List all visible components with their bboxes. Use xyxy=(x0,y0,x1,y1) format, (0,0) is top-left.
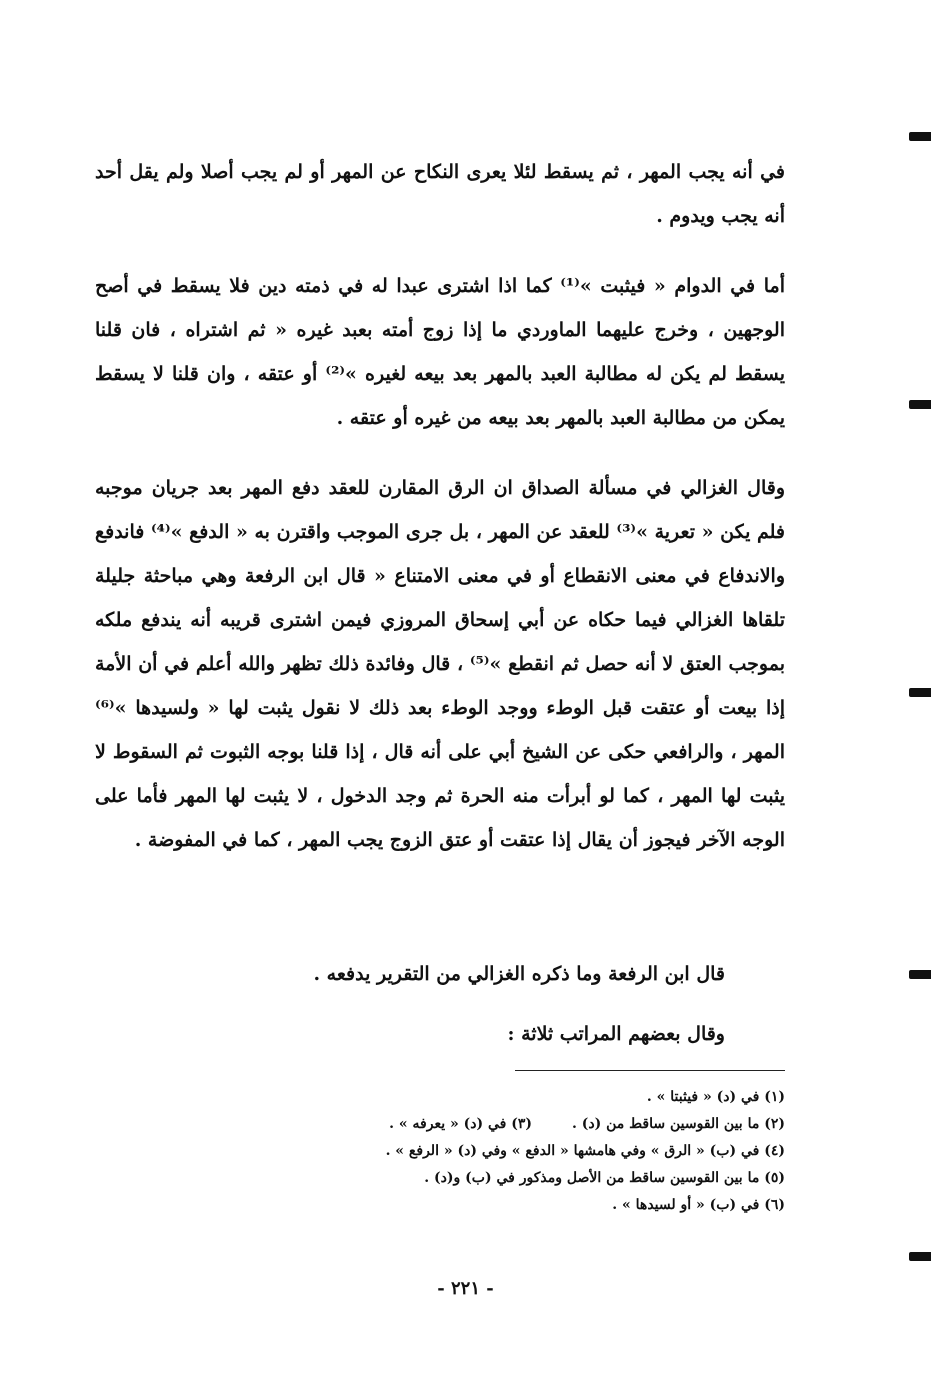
footnote-2: (٢) ما بين القوسين ساقط من (د) . xyxy=(571,1116,785,1132)
scan-edge-mark xyxy=(909,688,931,697)
footnote-row xyxy=(280,1084,785,1111)
footnotes xyxy=(280,1084,785,1219)
footnote-row xyxy=(280,1111,785,1138)
footnote-divider xyxy=(515,1070,785,1071)
footnote-1: (١) في (د) « فيثبتا » . xyxy=(646,1089,785,1105)
scan-edge-mark xyxy=(909,400,931,409)
scan-edge-mark xyxy=(909,132,931,141)
footnote-row xyxy=(280,1138,785,1165)
scan-edge-mark xyxy=(909,970,931,979)
footnote-3: (٣) في (د) « يعرفه » . xyxy=(389,1116,532,1132)
page-number: - ٢٢١ - xyxy=(437,1278,494,1299)
paragraph-2: أما في الدوام « فيثبت »⁽¹⁾ كما اذا اشترى عبدا له في ذمته دين فلا يسقط في أصح الوجهين ، وخرج عليهما الماوردي ما إذا زوج أمته بعبد غيره « ثم اشتراه ، فان قلنا يسقط لم يكن له مطالبة العبد بالمهر بعد بيعه لغيره »⁽²⁾ أو عتقه ، وان قلنا لا يسقط يمكن من مطالبة العبد بالمهر بعد بيعه من غيره أو عتقه . xyxy=(95,275,785,429)
paragraph-3: وقال الغزالي في مسألة الصداق ان الرق المقارن للعقد دفع المهر بعد جريان موجبه فلم يكن « تعرية »⁽³⁾ للعقد عن المهر ، بل جرى الموجب واقترن به « الدفع »⁽⁴⁾ فاندفع والاندفاع في معنى الانقطاع أو في معنى الامتناع « قال ابن الرفعة وهي مباحثة جليلة تلقاها الغزالي فيما حكاه عن أبي إسحاق المروزي فيمن اشترى قريبه أنه يندفع ملكه بموجب العتق لا أنه حصل ثم انقطع »⁽⁵⁾ ، قال وفائدة ذلك تظهر والله أعلم في أن الأمة إذا بيعت أو عتقت قبل الوطء ووجد الوطء بعد ذلك لا نقول يثبت لها « ولسيدها »⁽⁶⁾ المهر ، والرافعي حكى عن الشيخ أبي على أنه قال ، إذا قلنا بوجه الثبوت ثم السقوط لا يثبت لها المهر ، كما لو أبرأت منه الحرة ثم وجد الدخول ، لا يثبت لها المهر فأما على الوجه الآخر فيجوز أن يقال إذا عتقت أو عتق الزوج يجب المهر ، كما في المفوضة . xyxy=(95,477,785,851)
paragraph-5: وقال بعضهم المراتب ثلاثة : xyxy=(507,1023,725,1045)
paragraph-1: في أنه يجب المهر ، ثم يسقط لئلا يعرى النكاح عن المهر أو لم يجب أصلا ولم يقل أحد أنه يجب ويدوم . xyxy=(95,161,785,227)
footnote-4: (٤) في (ب) « الرق » وفي هامشها « الدفع » وفي (د) « الرفع » . xyxy=(385,1143,785,1159)
footnote-row xyxy=(280,1192,785,1219)
footnote-6: (٦) في (ب) « أو لسيدها » . xyxy=(612,1197,785,1213)
paragraph-4: قال ابن الرفعة وما ذكره الغزالي من التقرير يدفعه . xyxy=(313,963,725,985)
footnote-5: (٥) ما بين القوسين ساقط من الأصل ومذكور في (ب) و(د) . xyxy=(424,1170,785,1186)
footnote-row xyxy=(280,1165,785,1192)
scan-edge-mark xyxy=(909,1252,931,1261)
